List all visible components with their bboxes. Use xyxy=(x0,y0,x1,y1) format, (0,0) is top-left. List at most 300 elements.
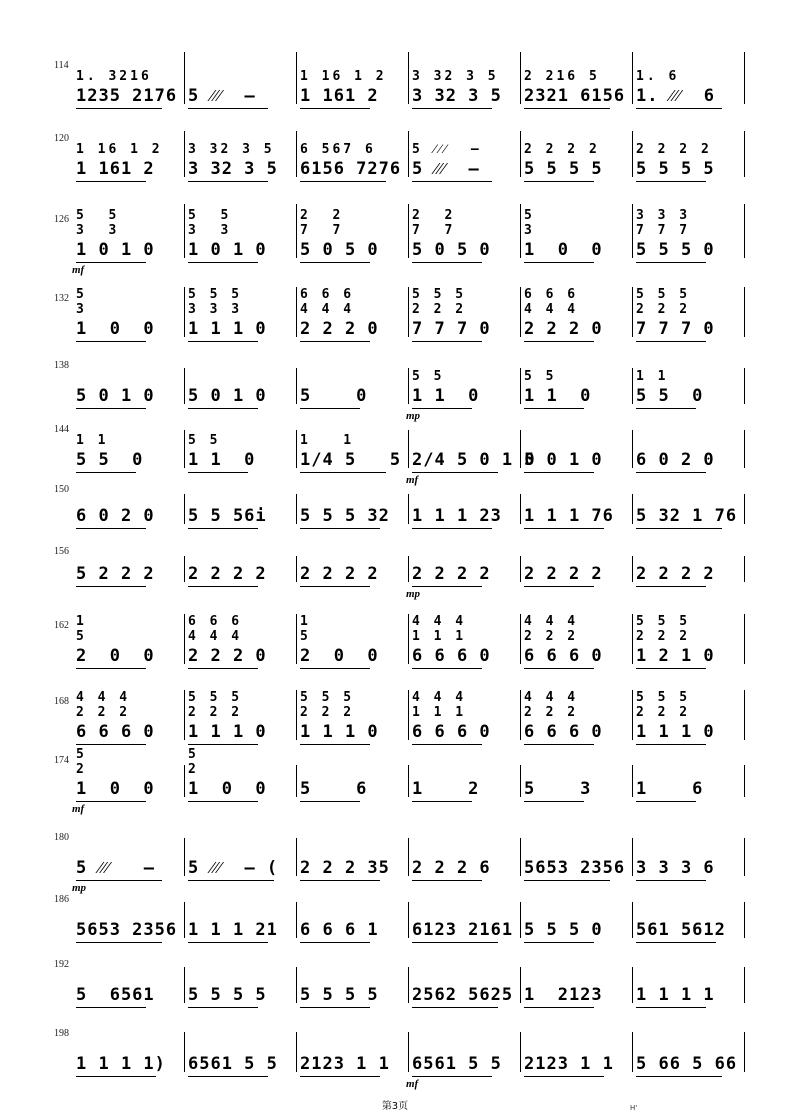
measure xyxy=(184,892,296,940)
measure xyxy=(72,42,184,106)
beam-line xyxy=(636,880,706,881)
notes: 1 2 1 0 xyxy=(636,646,715,666)
measure xyxy=(72,1022,184,1074)
notes: 1 1 1 1 xyxy=(636,985,715,1005)
beam-line xyxy=(412,1007,498,1008)
barline xyxy=(408,430,409,468)
measure xyxy=(632,680,744,742)
beam-line xyxy=(412,408,472,409)
measure-number: 180 xyxy=(54,832,69,843)
beam-line xyxy=(636,744,706,745)
dynamic-marking: mp xyxy=(406,588,421,600)
measure xyxy=(296,277,408,339)
barline xyxy=(632,430,633,468)
barline xyxy=(632,52,633,104)
notes: 6 6 6 0 xyxy=(412,722,491,742)
measure xyxy=(72,358,184,406)
notes: 1/4 5 5 xyxy=(300,450,402,470)
beam-line xyxy=(300,586,370,587)
measure xyxy=(296,484,408,526)
measure xyxy=(408,121,520,179)
barline xyxy=(296,368,297,404)
chord-upper-notes: 1 1 xyxy=(636,369,669,384)
notes: 5 6 xyxy=(300,779,368,799)
barline xyxy=(408,131,409,177)
notes: 1 6 xyxy=(636,779,704,799)
barline xyxy=(184,52,185,104)
notes: 5 5 0 xyxy=(76,450,144,470)
beam-line xyxy=(524,528,604,529)
page-footer: 第3页 xyxy=(381,1101,409,1112)
measure xyxy=(632,828,744,878)
beam-line xyxy=(76,801,146,802)
barline xyxy=(744,1032,745,1072)
barline xyxy=(632,1032,633,1072)
beam-line xyxy=(76,472,136,473)
beam-line xyxy=(188,472,248,473)
beam-line xyxy=(636,262,706,263)
score-system xyxy=(54,1022,738,1090)
measure xyxy=(296,892,408,940)
beam-line xyxy=(188,801,258,802)
notes: 5 66 5 66 xyxy=(636,1054,738,1074)
chord-upper-notes: 2 2 2 xyxy=(412,302,467,317)
measure xyxy=(408,420,536,470)
notes: 2 2 2 2 xyxy=(524,564,603,584)
barline xyxy=(296,838,297,876)
beam-line xyxy=(412,880,482,881)
beam-line xyxy=(524,668,594,669)
barline xyxy=(520,838,521,876)
dynamic-marking: mf xyxy=(72,264,85,276)
notes: 1 0 0 xyxy=(524,240,603,260)
notes: 6 6 6 0 xyxy=(524,722,603,742)
barline xyxy=(520,1032,521,1072)
chord-upper-notes: 6 6 6 xyxy=(524,287,579,302)
measure xyxy=(632,755,744,799)
chord-upper-notes: 3 xyxy=(524,223,535,238)
measure xyxy=(632,42,744,106)
measure-number: 138 xyxy=(54,360,69,371)
beam-line xyxy=(188,528,258,529)
notes: 5653 2356 xyxy=(76,920,178,940)
chord-upper-notes: 2 2 2 xyxy=(188,705,243,720)
score-system xyxy=(54,680,734,742)
beam-line xyxy=(300,1076,380,1077)
notes: 2 0 0 xyxy=(76,646,155,666)
measure xyxy=(184,546,296,584)
chord-upper-notes: 7 7 xyxy=(300,223,344,238)
notes: 1 0 1 0 xyxy=(188,240,267,260)
measure xyxy=(184,277,296,339)
notes: 1 1 1 1) xyxy=(76,1054,166,1074)
beam-line xyxy=(636,528,722,529)
chord-upper-notes: 3 3 xyxy=(76,223,120,238)
barline xyxy=(296,494,297,524)
barline xyxy=(408,204,409,258)
chord-upper-notes: 5 5 xyxy=(524,369,557,384)
barline xyxy=(632,494,633,524)
score-system xyxy=(54,194,734,276)
measure xyxy=(632,546,744,584)
measure xyxy=(408,484,520,526)
chord-upper-notes: 5 5 5 xyxy=(188,287,243,302)
notes: 1 1 0 xyxy=(412,386,480,406)
measure xyxy=(296,604,408,666)
notes: 561 5612 xyxy=(636,920,726,940)
corner-mark: H' xyxy=(630,1104,638,1112)
beam-line xyxy=(636,942,716,943)
chord-upper-notes: 3 3 3 xyxy=(188,302,243,317)
chord-upper-notes: 4 4 4 xyxy=(524,614,579,629)
measure xyxy=(520,358,632,406)
barline xyxy=(408,368,409,404)
notes: 6156 7276 xyxy=(300,159,402,179)
barline xyxy=(744,52,745,104)
chord-upper-notes: 7 7 7 xyxy=(636,223,691,238)
chord-upper-notes: 5 5 5 xyxy=(636,690,691,705)
chord-upper-notes: 5 5 xyxy=(76,208,120,223)
measure xyxy=(72,892,184,940)
notes: 5 5 0 xyxy=(636,386,704,406)
notes: 3 32 3 5 xyxy=(412,86,502,106)
notes: 2123 1 1 xyxy=(300,1054,390,1074)
notes: 2 2 2 2 xyxy=(636,564,715,584)
beam-line xyxy=(76,528,146,529)
notes: 5 ⁄⁄⁄ – xyxy=(188,86,256,106)
barline xyxy=(520,368,521,404)
measure xyxy=(408,277,520,339)
measure-number: 198 xyxy=(54,1028,69,1039)
beam-line xyxy=(636,472,706,473)
measure xyxy=(296,546,408,584)
barline xyxy=(744,690,745,740)
measure xyxy=(72,194,184,260)
chord-upper-notes: 5 5 5 xyxy=(188,690,243,705)
notes: 1 1 1 0 xyxy=(300,722,379,742)
chord-upper-notes: 5 5 5 xyxy=(636,287,691,302)
score-system xyxy=(54,121,734,179)
measure xyxy=(408,194,520,260)
measure xyxy=(184,957,296,1005)
score-system xyxy=(54,892,734,940)
beam-line xyxy=(300,108,370,109)
barline xyxy=(184,614,185,664)
notes: 5 ⁄⁄⁄ – xyxy=(76,858,155,878)
score-system xyxy=(54,828,734,894)
barline xyxy=(296,556,297,582)
notes: 2 2 2 0 xyxy=(188,646,267,666)
beam-line xyxy=(76,586,146,587)
barline xyxy=(408,287,409,337)
notes: 5 5 56i xyxy=(188,506,267,526)
notes: 5 ⁄⁄⁄ – ( xyxy=(188,858,279,878)
measure xyxy=(408,604,520,666)
beam-line xyxy=(76,1076,156,1077)
chord-upper-notes: 3 xyxy=(76,302,87,317)
notes: 1 2 xyxy=(412,779,480,799)
beam-line xyxy=(188,668,258,669)
score-system xyxy=(54,747,734,815)
dynamic-marking: mf xyxy=(406,1078,419,1090)
beam-line xyxy=(300,472,386,473)
beam-line xyxy=(300,744,370,745)
barline xyxy=(184,430,185,468)
beam-line xyxy=(524,472,594,473)
beam-line xyxy=(300,528,380,529)
measure xyxy=(72,957,184,1005)
chord-upper-notes: 2 2 2 xyxy=(524,705,579,720)
beam-line xyxy=(300,262,370,263)
beam-line xyxy=(636,1007,706,1008)
measure xyxy=(296,755,408,799)
chord-upper-notes: 4 4 4 xyxy=(412,614,467,629)
chord-upper-notes: 4 4 4 xyxy=(412,690,467,705)
barline xyxy=(744,838,745,876)
chord-upper-notes: 2 2 2 xyxy=(636,302,691,317)
measure-number: 174 xyxy=(54,755,69,766)
beam-line xyxy=(76,880,162,881)
chord-upper-notes: 1 1 xyxy=(300,433,355,448)
chord-upper-notes: 1 xyxy=(76,614,87,629)
measure xyxy=(296,828,408,878)
beam-line xyxy=(188,1076,268,1077)
beam-line xyxy=(76,108,162,109)
notes: 5 5 5 5 xyxy=(300,985,379,1005)
chord-upper-notes: 5 5 xyxy=(412,369,445,384)
notes: 1 1 1 23 xyxy=(412,506,502,526)
measure xyxy=(72,604,184,666)
score-system xyxy=(54,604,734,666)
barline xyxy=(632,902,633,938)
beam-line xyxy=(524,408,584,409)
notes: 1 161 2 xyxy=(76,159,155,179)
chord-upper-notes: 3 32 3 5 xyxy=(188,142,275,157)
beam-line xyxy=(188,586,258,587)
barline xyxy=(632,287,633,337)
chord-upper-notes: 1 16 1 2 xyxy=(76,142,163,157)
barline xyxy=(184,838,185,876)
chord-upper-notes: 2 2 2 2 xyxy=(524,142,600,157)
measure xyxy=(520,420,632,470)
barline xyxy=(408,967,409,1003)
measure xyxy=(520,755,632,799)
notes: 5 5 5 0 xyxy=(524,920,603,940)
measure-number: 150 xyxy=(54,484,69,495)
beam-line xyxy=(76,942,162,943)
measure xyxy=(632,604,744,666)
barline xyxy=(408,614,409,664)
chord-upper-notes: 6 6 6 xyxy=(188,614,243,629)
measure xyxy=(408,358,520,406)
notes: 6561 5 5 xyxy=(412,1054,502,1074)
score-system xyxy=(54,546,734,600)
measure xyxy=(632,420,744,470)
measure xyxy=(296,420,408,470)
beam-line xyxy=(524,1076,604,1077)
chord-upper-notes: 4 4 4 xyxy=(524,690,579,705)
barline xyxy=(744,204,745,258)
measure xyxy=(632,277,744,339)
barline xyxy=(632,690,633,740)
notes: 3 32 3 5 xyxy=(188,159,278,179)
score-system xyxy=(54,277,734,339)
barline xyxy=(408,1032,409,1072)
chord-upper-notes: 1 1 1 xyxy=(412,629,467,644)
measure-number: 114 xyxy=(54,60,69,71)
measure xyxy=(632,892,744,940)
measure-number: 132 xyxy=(54,293,69,304)
barline xyxy=(632,368,633,404)
barline xyxy=(744,494,745,524)
beam-line xyxy=(524,341,594,342)
notes: 1235 2176 xyxy=(76,86,178,106)
notes: 6 6 6 1 xyxy=(300,920,379,940)
measure xyxy=(72,420,184,470)
beam-line xyxy=(300,942,370,943)
chord-upper-notes: 3 32 3 5 xyxy=(412,69,499,84)
barline xyxy=(408,556,409,582)
measure xyxy=(184,680,296,742)
barline xyxy=(632,204,633,258)
barline xyxy=(184,967,185,1003)
barline xyxy=(184,131,185,177)
notes: 2 2 2 0 xyxy=(300,319,379,339)
notes: 1 1 1 0 xyxy=(188,319,267,339)
measure xyxy=(184,1022,296,1074)
barline xyxy=(520,967,521,1003)
measure xyxy=(520,121,632,179)
barline xyxy=(520,556,521,582)
measure xyxy=(296,680,408,742)
beam-line xyxy=(188,744,258,745)
measure xyxy=(296,358,408,406)
measure xyxy=(408,828,520,878)
barline xyxy=(184,287,185,337)
measure xyxy=(72,747,184,799)
measure xyxy=(296,194,408,260)
barline xyxy=(520,614,521,664)
beam-line xyxy=(636,108,722,109)
beam-line xyxy=(412,472,498,473)
chord-upper-notes: 2 xyxy=(76,762,87,777)
beam-line xyxy=(636,341,706,342)
measure xyxy=(296,121,408,179)
beam-line xyxy=(636,181,706,182)
chord-upper-notes: 1. 6 xyxy=(636,69,680,84)
notes: 1 1 1 21 xyxy=(188,920,278,940)
chord-upper-notes: 5 xyxy=(300,629,311,644)
barline xyxy=(632,838,633,876)
measure xyxy=(72,828,184,878)
barline xyxy=(296,430,297,468)
barline xyxy=(296,690,297,740)
measure-number: 192 xyxy=(54,959,69,970)
notes: 5 0 1 0 xyxy=(188,386,267,406)
barline xyxy=(520,902,521,938)
beam-line xyxy=(300,181,386,182)
chord-upper-notes: 2 216 5 xyxy=(524,69,600,84)
chord-upper-notes: 5 xyxy=(188,747,199,762)
notes: 6 6 6 0 xyxy=(524,646,603,666)
beam-line xyxy=(412,586,482,587)
measure xyxy=(72,121,184,179)
barline xyxy=(744,902,745,938)
chord-upper-notes: 2 xyxy=(188,762,199,777)
measure xyxy=(520,1022,632,1074)
beam-line xyxy=(524,108,610,109)
barline xyxy=(184,494,185,524)
barline xyxy=(296,614,297,664)
chord-upper-notes: 5 5 5 xyxy=(412,287,467,302)
chord-upper-notes: 3 3 3 xyxy=(636,208,691,223)
beam-line xyxy=(636,408,696,409)
barline xyxy=(744,765,745,797)
beam-line xyxy=(412,528,492,529)
notes: 6 0 2 0 xyxy=(76,506,155,526)
chord-upper-notes: 4 4 4 xyxy=(188,629,243,644)
chord-upper-notes: 5 5 xyxy=(188,433,221,448)
barline xyxy=(632,967,633,1003)
notes: 2562 5625 xyxy=(412,985,514,1005)
beam-line xyxy=(412,801,472,802)
beam-line xyxy=(76,1007,146,1008)
beam-line xyxy=(188,181,268,182)
notes: 2/4 5 0 1 0 xyxy=(412,450,536,470)
barline xyxy=(296,765,297,797)
barline xyxy=(296,204,297,258)
barline xyxy=(744,131,745,177)
barline xyxy=(296,1032,297,1072)
notes: 5 5 5 5 xyxy=(188,985,267,1005)
barline xyxy=(744,368,745,404)
measure xyxy=(184,604,296,666)
measure xyxy=(408,755,520,799)
beam-line xyxy=(524,880,610,881)
notes: 5 6561 xyxy=(76,985,155,1005)
notes: 2 2 2 2 xyxy=(300,564,379,584)
notes: 5 2 2 2 xyxy=(76,564,155,584)
beam-line xyxy=(412,1076,492,1077)
notes: 5 0 1 0 xyxy=(524,450,603,470)
beam-line xyxy=(524,942,594,943)
notes: 7 7 7 0 xyxy=(412,319,491,339)
notes: 2 0 0 xyxy=(300,646,379,666)
barline xyxy=(184,765,185,797)
beam-line xyxy=(636,668,706,669)
barline xyxy=(520,765,521,797)
chord-upper-notes: 2 2 2 xyxy=(76,705,131,720)
measure-number: 144 xyxy=(54,424,69,435)
measure xyxy=(72,680,184,742)
measure xyxy=(632,957,744,1005)
measure xyxy=(632,484,744,526)
barline xyxy=(520,131,521,177)
beam-line xyxy=(524,1007,594,1008)
barline xyxy=(184,1032,185,1072)
score-system xyxy=(54,484,738,526)
barline xyxy=(744,556,745,582)
chord-upper-notes: 5 ⁄⁄⁄ – xyxy=(412,142,482,157)
measure xyxy=(184,358,296,406)
chord-upper-notes: 2 2 xyxy=(412,208,456,223)
barline xyxy=(408,690,409,740)
beam-line xyxy=(76,744,146,745)
barline xyxy=(296,902,297,938)
measure xyxy=(520,892,632,940)
beam-line xyxy=(412,744,482,745)
beam-line xyxy=(188,880,274,881)
